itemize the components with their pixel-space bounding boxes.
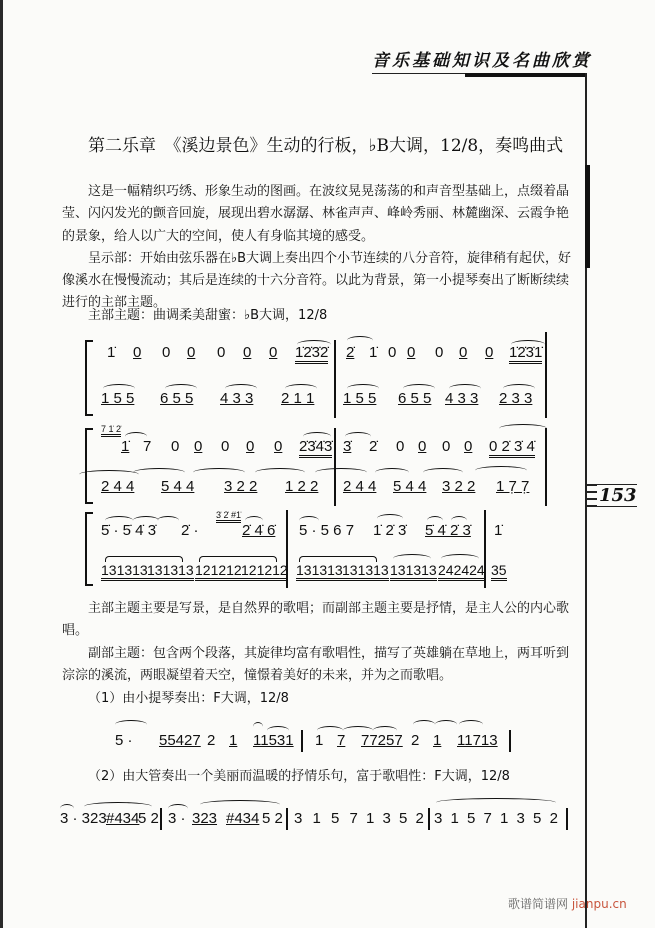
note: 0 — [388, 344, 397, 361]
note-group: 131313 — [296, 562, 343, 581]
note-group: 131313 — [390, 562, 437, 581]
note-group: 5 4 4 — [161, 478, 195, 495]
note-group: 35 — [491, 562, 507, 581]
note: 5 · — [115, 732, 133, 749]
note: 0 — [274, 438, 283, 455]
slur — [451, 516, 467, 525]
note: 7 — [143, 438, 152, 455]
barline — [566, 808, 568, 830]
note-group: 2 4 4 — [343, 478, 377, 495]
note-group: 55427 — [159, 732, 201, 749]
slur — [315, 468, 367, 477]
barline — [545, 332, 547, 418]
grace-notes: 3̇ 2̇ #1̇ — [216, 510, 241, 523]
paragraph: 这是一幅精织巧绣、形象生动的图画。在波纹晃晃荡荡的和声音型基础上，点缀着晶莹、闪闪发光的颤音回旋，展现出碧水潺潺、林雀声声、峰岭秀丽、林麓幽深、云霞争艳的景象，给人以广大的空间，使人有身临其境的感受。 — [62, 184, 570, 244]
note-group: 3 2 2 — [224, 478, 258, 495]
slur — [245, 516, 263, 525]
slur — [373, 726, 397, 735]
slur — [285, 384, 317, 393]
note: 0 — [269, 344, 278, 361]
watermark-url: jianpu.cn — [571, 897, 627, 911]
slur — [427, 516, 443, 525]
note-group: 121212 — [241, 562, 288, 581]
slur — [436, 798, 556, 807]
note-group: 2 1 1 — [281, 390, 315, 407]
note: 1 — [433, 732, 442, 749]
slur — [375, 468, 409, 477]
page-edge — [0, 0, 3, 928]
slur — [193, 468, 245, 477]
note-group: #434 — [226, 810, 260, 827]
slur — [449, 384, 481, 393]
note-group: 3 1 5 7 1 3 5 2 — [434, 810, 558, 827]
note-group: 5 2 — [262, 810, 283, 827]
slur — [423, 468, 463, 477]
slur — [157, 516, 179, 525]
slur — [345, 432, 371, 441]
note-group: 11713 — [457, 732, 498, 749]
note-group: 242424 — [438, 562, 485, 581]
note-group: 4 3 3 — [220, 390, 254, 407]
slur — [459, 720, 483, 729]
note: 0 — [396, 438, 405, 455]
slur — [441, 554, 479, 563]
system-bracket — [85, 512, 93, 586]
note-group: 2 4 4 — [101, 478, 135, 495]
note: 0 — [217, 344, 226, 361]
note-group: 1 2 2 — [285, 478, 319, 495]
note: 0 — [171, 438, 180, 455]
note-group: #434 — [106, 810, 140, 827]
barline — [509, 730, 511, 752]
note: 0 — [459, 344, 468, 361]
slur — [413, 720, 435, 729]
slur — [499, 424, 547, 433]
chapter-title: 第二乐章 《溪边景色》生动的行板，♭B大调，12/8，奏鸣曲式 — [88, 136, 564, 156]
note-group: 5̇ 4̇ 2̇ 3̇ — [425, 522, 471, 539]
note-group: 3 2 2 — [442, 478, 476, 495]
note: 2 — [207, 732, 216, 749]
note-group: 5 2 — [138, 810, 159, 827]
paragraph: 副部主题：包含两个段落，其旋律均富有歌唱性，描写了英雄躺在草地上，两耳听到淙淙的溪流，两眼凝望着天空，憧憬着美好的未来，并为之而歌唱。 — [62, 645, 570, 683]
note-group: 11531 — [253, 732, 294, 749]
note: 0 — [133, 344, 142, 361]
note-group: 5̇ · 5̇ 4̇ 3̇ — [101, 522, 157, 539]
slur — [435, 720, 457, 729]
note: 0 — [464, 438, 473, 455]
note-group: 77257 — [361, 732, 403, 749]
note-group: 323 — [192, 810, 218, 827]
note-group: 3 · 323 — [60, 810, 107, 827]
slur — [200, 800, 280, 809]
paragraph: 主部主题主要是写景，是自然界的歌唱；而副部主题主要是抒情，是主人公的内心歌唱。 — [62, 601, 570, 639]
sub-theme-2-label: （2）由大管奏出一个美丽而温暖的抒情乐句，富于歌唱性：F大调，12/8 — [88, 769, 510, 784]
slur — [511, 340, 545, 349]
slur — [165, 384, 197, 393]
note-group: 121212 — [195, 562, 242, 581]
slur — [347, 384, 379, 393]
slur — [475, 466, 527, 475]
note: 2 — [411, 732, 420, 749]
slur — [105, 516, 133, 525]
system-bracket — [85, 340, 93, 416]
barline — [545, 428, 547, 506]
grace-notes: 7 1̇ 2̇ — [101, 424, 121, 437]
note-group: 6 5 5 — [160, 390, 194, 407]
note: 0 — [442, 438, 451, 455]
note: 0 — [194, 438, 203, 455]
paragraph: 呈示部：开始由弦乐器在♭B大调上奏出四个小节连续的八分音符，旋律稍有起伏，好像溪水在慢慢流动；其后是连续的十六分音符。以此为背景，第一小提琴奏出了断断续续进行的主部主题。 — [62, 250, 572, 311]
note-group: 5 · 5 6 7 — [299, 522, 355, 539]
note-group: 4 3 3 — [445, 390, 479, 407]
watermark-cn: 歌谱简谱网 — [508, 897, 569, 911]
note: 0 — [243, 344, 252, 361]
note-group: 2̇ 4̇ 6̇ — [242, 522, 276, 539]
note: 1̇ — [121, 438, 130, 455]
note: 2̇ · — [181, 522, 199, 539]
slur — [393, 554, 431, 563]
note: 1 — [229, 732, 238, 749]
note: 0 — [246, 438, 255, 455]
margin-marker — [585, 165, 590, 268]
note: 1̇ — [107, 344, 116, 361]
note: 0 — [187, 344, 196, 361]
note: 0 — [418, 438, 427, 455]
note: 7 — [337, 732, 346, 749]
intro-text — [62, 181, 572, 315]
note-group: 1̇2̇3̇2̇ — [295, 344, 328, 364]
note-group: 1 5 5 — [101, 390, 135, 407]
slur — [115, 720, 147, 729]
theme-description — [62, 598, 572, 687]
slur — [253, 722, 263, 731]
slur — [133, 516, 159, 525]
book-title: 音乐基础知识及名曲欣赏 — [372, 51, 592, 71]
note: 3̇ — [343, 438, 352, 455]
note: 1̇ — [494, 522, 503, 539]
note: 3 · — [168, 810, 186, 827]
slur — [299, 516, 319, 525]
barline — [160, 808, 162, 830]
slur — [297, 340, 331, 349]
header-rule — [372, 73, 467, 74]
slur — [133, 468, 185, 477]
page-number: 153 — [599, 485, 637, 506]
slur — [377, 514, 403, 523]
note: 0 — [407, 344, 416, 361]
slur — [503, 384, 535, 393]
note: 1̇ — [369, 344, 378, 361]
note-group: 0 2̇ 3̇ 4̇ — [489, 438, 535, 458]
slur — [225, 384, 257, 393]
barline — [286, 808, 288, 830]
note-group: 1 7̣ 7̣ — [496, 478, 530, 495]
note-group: 1 5 5 — [343, 390, 377, 407]
slur — [267, 726, 289, 735]
note: 0 — [435, 344, 444, 361]
slur — [303, 432, 331, 441]
note: 2̇ — [346, 344, 355, 361]
sub-theme-1-label: （1）由小提琴奏出：F大调，12/8 — [88, 691, 289, 706]
barline — [428, 808, 430, 830]
header-rule-bar — [465, 73, 587, 77]
slur — [103, 384, 135, 393]
slur — [403, 384, 435, 393]
barline — [334, 428, 336, 506]
note-group: 1̇ 2̇ 3̇ — [373, 522, 407, 539]
main-theme-label: 主部主题：曲调柔美甜蜜：♭B大调，12/8 — [88, 308, 328, 323]
note-group: 1 3 5 2 — [366, 810, 424, 827]
slur — [79, 470, 139, 479]
note-group: 3 1 5 7 — [294, 810, 358, 827]
page-number-box — [587, 483, 655, 509]
note-group: 6 5 5 — [398, 390, 432, 407]
note-group: 131313 — [147, 562, 194, 581]
note: 0 — [162, 344, 171, 361]
note: 0 — [221, 438, 230, 455]
note-group: 5 4 4 — [393, 478, 427, 495]
barline — [301, 730, 303, 752]
system-bracket — [85, 428, 93, 504]
note-group: 131313 — [101, 562, 148, 581]
note: 2̇ — [369, 438, 378, 455]
note: 1 — [315, 732, 324, 749]
note: 0 — [485, 344, 494, 361]
note-group: 2 3 3 — [499, 390, 533, 407]
note-group: 131313 — [342, 562, 389, 581]
slur — [255, 468, 305, 477]
watermark — [508, 895, 627, 912]
barline — [334, 340, 336, 418]
note-group: 1̇2̇3̇1̇ — [509, 344, 542, 364]
note-group: 2̇3̇4̇3̇ — [299, 438, 332, 458]
